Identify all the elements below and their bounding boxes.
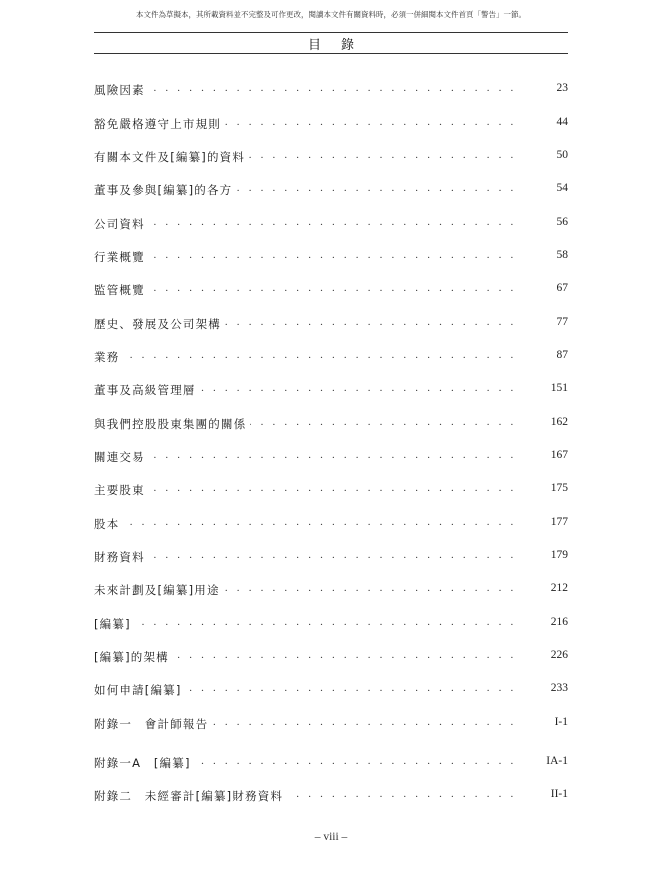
toc-entry-page: 162 xyxy=(550,416,568,428)
toc-entry-page: 216 xyxy=(550,616,568,628)
toc-entry[interactable] xyxy=(94,149,568,165)
toc-entry[interactable] xyxy=(94,482,568,498)
dot-leader xyxy=(94,549,518,561)
toc-entry-title: 歷史、發展及公司架構 xyxy=(94,316,225,332)
toc-entry-page: 77 xyxy=(556,316,568,328)
toc-entry-title: 未來計劃及[編纂]用途 xyxy=(94,582,224,598)
dot-leader xyxy=(94,482,518,494)
toc-entry-title: 監管概覽 xyxy=(94,282,149,298)
dot-leader xyxy=(94,282,518,294)
toc-entry-page: 23 xyxy=(556,82,568,94)
toc-entry-title: [編纂]的架構 xyxy=(94,649,173,665)
toc-entry-page: 179 xyxy=(550,549,568,561)
toc-entry-page: 50 xyxy=(556,149,568,161)
toc-entry[interactable] xyxy=(94,755,568,771)
toc-entry-page: 177 xyxy=(550,516,568,528)
dot-leader xyxy=(94,449,518,461)
toc-entry-page: 233 xyxy=(550,682,568,694)
toc-entry-page: II-1 xyxy=(550,788,568,800)
toc-entry-title: 風險因素 xyxy=(94,82,149,98)
toc-entry-page: 175 xyxy=(550,482,568,494)
toc-entry[interactable] xyxy=(94,649,568,665)
toc-entry[interactable] xyxy=(94,788,568,804)
toc-entry[interactable] xyxy=(94,382,568,398)
toc-entry-title: 主要股東 xyxy=(94,482,149,498)
toc-entry-title: 如何申請[編纂] xyxy=(94,682,186,698)
toc-entry-page: IA-1 xyxy=(546,755,568,767)
toc-entry-title: 財務資料 xyxy=(94,549,149,565)
page-number: – viii – xyxy=(314,831,348,843)
toc-entry[interactable] xyxy=(94,682,568,698)
toc-entry-title: 豁免嚴格遵守上市規則 xyxy=(94,116,225,132)
dot-leader xyxy=(94,249,518,261)
toc-entry-page: 58 xyxy=(556,249,568,261)
toc-entry-title: 關連交易 xyxy=(94,449,149,465)
toc-entry-title: 董事及參與[編纂]的各方 xyxy=(94,182,236,198)
toc-entry[interactable] xyxy=(94,449,568,465)
toc-entry-title: 行業概覽 xyxy=(94,249,149,265)
dot-leader xyxy=(94,616,518,628)
toc-entry[interactable] xyxy=(94,516,568,532)
toc-entry-page: 167 xyxy=(550,449,568,461)
toc-entry[interactable] xyxy=(94,216,568,232)
page-title: 目錄 xyxy=(307,38,374,53)
toc-entry-title: 附錄二 未經審計[編纂]財務資料 xyxy=(94,788,287,804)
toc-entry[interactable] xyxy=(94,616,568,632)
toc-entry-page: 54 xyxy=(556,182,568,194)
toc-entry[interactable] xyxy=(94,716,568,732)
toc-entry-page: 67 xyxy=(556,282,568,294)
toc-entry-title: 附錄一 會計師報告 xyxy=(94,716,212,732)
draft-notice: 本文件為草擬本，其所載資料並不完整及可作更改，閱讀本文件有關資料時，必須一併細閱本文件首頁「警告」一節。 xyxy=(136,10,526,19)
dot-leader xyxy=(94,82,518,94)
toc-entry-title: 附錄一A [編纂] xyxy=(94,755,195,771)
toc-entry-title: 股本 xyxy=(94,516,123,532)
toc-entry-page: 226 xyxy=(550,649,568,661)
toc-entry[interactable] xyxy=(94,549,568,565)
dot-leader xyxy=(94,216,518,228)
dot-leader xyxy=(94,516,518,528)
toc-entry-title: 公司資料 xyxy=(94,216,149,232)
toc-entry-title: 與我們控股股東集團的關係 xyxy=(94,416,250,432)
toc-entry[interactable] xyxy=(94,116,568,132)
toc-entry[interactable] xyxy=(94,182,568,198)
toc-entry-page: 56 xyxy=(556,216,568,228)
toc-entry[interactable] xyxy=(94,249,568,265)
toc-entry[interactable] xyxy=(94,282,568,298)
toc-entry[interactable] xyxy=(94,349,568,365)
toc-entry[interactable] xyxy=(94,416,568,432)
toc-entry-title: [編纂] xyxy=(94,616,135,632)
toc-entry-page: 151 xyxy=(550,382,568,394)
toc-entry[interactable] xyxy=(94,316,568,332)
table-of-contents xyxy=(94,0,568,882)
toc-entry-title: 董事及高級管理層 xyxy=(94,382,200,398)
toc-entry[interactable] xyxy=(94,582,568,598)
dot-leader xyxy=(94,349,518,361)
toc-entry-page: I-1 xyxy=(554,716,568,728)
toc-entry-title: 業務 xyxy=(94,349,123,365)
toc-entry-title: 有關本文件及[編纂]的資料 xyxy=(94,149,249,165)
toc-entry-page: 212 xyxy=(550,582,568,594)
toc-entry[interactable] xyxy=(94,82,568,98)
toc-entry-page: 44 xyxy=(556,116,568,128)
toc-entry-page: 87 xyxy=(556,349,568,361)
